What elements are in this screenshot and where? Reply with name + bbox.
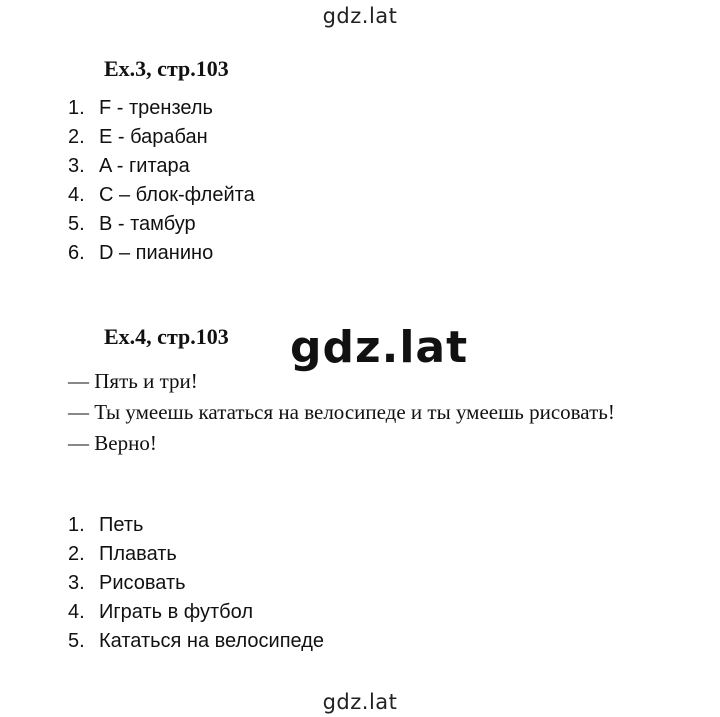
item-number: 3. <box>68 155 85 177</box>
watermark-bottom: gdz.lat <box>322 690 398 714</box>
watermark-top: gdz.lat <box>322 4 398 28</box>
list-item <box>68 540 324 569</box>
item-text: F - трензель <box>99 97 213 119</box>
item-text: Петь <box>99 514 144 536</box>
item-number: 3. <box>68 572 85 594</box>
list-item <box>68 94 255 123</box>
list-item <box>68 210 255 239</box>
item-number: 5. <box>68 630 85 652</box>
list-item <box>68 152 255 181</box>
list-item <box>68 181 255 210</box>
dialogue-line: — Ты умеешь кататься на велосипеде и ты умеешь рисовать! <box>68 400 615 424</box>
item-number: 4. <box>68 601 85 623</box>
item-number: 1. <box>68 97 85 119</box>
exercise-4-heading: Ex.4, стр.103 <box>104 324 229 349</box>
item-text: Кататься на велосипеде <box>99 630 324 652</box>
dialogue-line: — Верно! <box>68 431 157 455</box>
exercise-3-list <box>68 94 255 268</box>
list-item <box>68 239 255 268</box>
item-number: 6. <box>68 242 85 264</box>
exercise-3-heading: Ex.3, стр.103 <box>104 56 229 81</box>
item-text: Играть в футбол <box>99 601 253 623</box>
list-item <box>68 627 324 656</box>
item-text: A - гитара <box>99 155 190 177</box>
item-number: 4. <box>68 184 85 206</box>
item-text: Рисовать <box>99 572 186 594</box>
watermark-middle: gdz.lat <box>290 322 469 373</box>
list-item <box>68 123 255 152</box>
exercise-4-list <box>68 511 324 656</box>
item-text: Плавать <box>99 543 177 565</box>
item-number: 2. <box>68 126 85 148</box>
exercise-4-dialogue <box>68 366 615 459</box>
item-number: 5. <box>68 213 85 235</box>
list-item <box>68 569 324 598</box>
item-number: 1. <box>68 514 85 536</box>
list-item <box>68 511 324 540</box>
item-number: 2. <box>68 543 85 565</box>
item-text: D – пианино <box>99 242 214 264</box>
item-text: C – блок-флейта <box>99 184 255 206</box>
dialogue-line: — Пять и три! <box>68 369 198 393</box>
item-text: E - барабан <box>99 126 208 148</box>
list-item <box>68 598 324 627</box>
item-text: B - тамбур <box>99 213 196 235</box>
